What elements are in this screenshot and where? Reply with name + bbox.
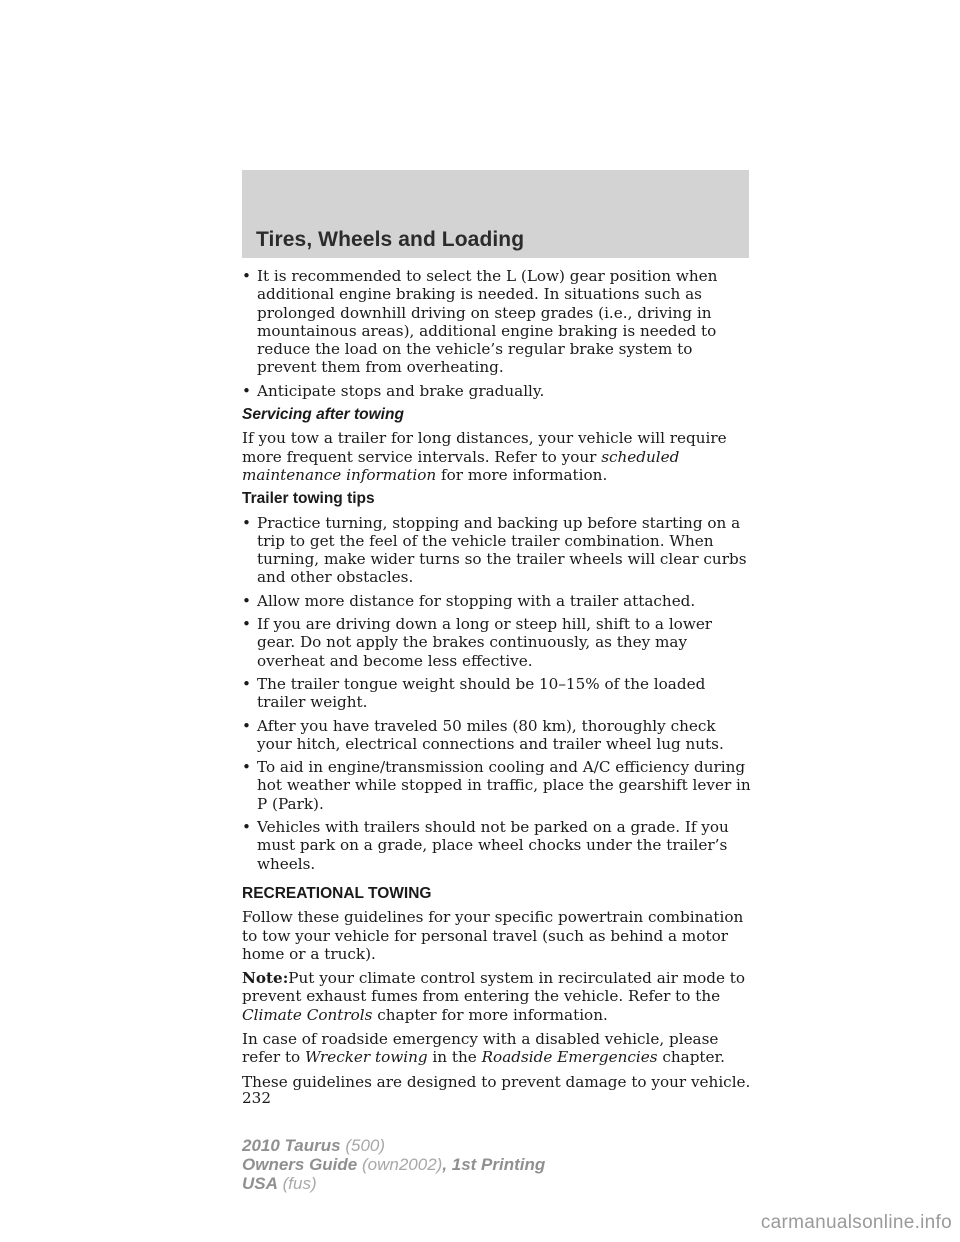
chapter-header-band: [242, 170, 749, 258]
note-label: Note:: [242, 969, 289, 988]
recreational-intro: Follow these guidelines for your specific powertrain combination to tow your vehicle for personal travel (such as behind a motor home or a truck).: [242, 908, 744, 963]
servicing-heading: Servicing after towing: [242, 406, 404, 424]
bullet-icon: •: [242, 615, 251, 634]
bullet-icon: •: [242, 674, 251, 693]
bullet-icon: •: [242, 818, 251, 837]
bullet-icon: •: [242, 381, 251, 400]
footer-line-3: USA (fus): [242, 1174, 317, 1193]
top-bullet-list: [242, 267, 752, 400]
page-content: [242, 267, 752, 1107]
bullet-icon: •: [242, 267, 251, 285]
bullet-icon: •: [242, 591, 251, 610]
scheduled-maintenance-link: scheduled maintenance information: [242, 447, 680, 484]
list-item: • After you have traveled 50 miles (80 km), thoroughly check your hitch, electrical connections and trailer wheel lug nuts.: [242, 716, 724, 753]
note-paragraph: Note:Put your climate control system in recirculated air mode to prevent exhaust fumes from entering the vehicle. Refer to the Climate Controls chapter for more information.: [242, 969, 746, 1024]
bullet-icon: •: [242, 716, 251, 735]
list-item: • Anticipate stops and brake gradually.: [242, 381, 545, 400]
list-item: • The trailer tongue weight should be 10–15% of the loaded trailer weight.: [242, 674, 706, 712]
list-item: • Practice turning, stopping and backing up before starting on a trip to get the feel of the vehicle trailer combination. When turning, make wider turns so the trailer wheels will clear curbs and other obstacles.: [242, 513, 747, 587]
list-item: • To aid in engine/transmission cooling and A/C efficiency during hot weather while stopped in traffic, place the gearshift lever in P (Park).: [242, 758, 751, 813]
tips-bullet-list: [242, 514, 752, 873]
climate-controls-link: Climate Controls: [242, 1005, 373, 1024]
chapter-title: Tires, Wheels and Loading: [256, 228, 525, 251]
bullet-icon: •: [242, 758, 251, 777]
list-item: • If you are driving down a long or steep hill, shift to a lower gear. Do not apply the brakes continuously, as they may overheat and become less effective.: [242, 615, 713, 670]
print-footer: [242, 1136, 545, 1193]
list-item: • It is recommended to select the L (Low) gear position when additional engine braking is needed. In situations such as prolonged downhill driving on steep grades (i.e., driving in mountainous areas), additional engine braking is needed to reduce the load on the vehicle’s regular brake system to prevent them from overheating.: [242, 267, 718, 377]
roadside-paragraph: In case of roadside emergency with a disabled vehicle, please refer to Wrecker towing in the Roadside Emergencies chapter.: [242, 1029, 725, 1067]
servicing-paragraph: If you tow a trailer for long distances, your vehicle will require more frequent service intervals. Refer to your scheduled maintenance information for more information.: [242, 429, 727, 484]
footer-line-1: 2010 Taurus (500): [242, 1136, 386, 1155]
tips-heading: Trailer towing tips: [242, 490, 375, 508]
bullet-icon: •: [242, 513, 251, 532]
footer-line-2: Owners Guide (own2002), 1st Printing: [242, 1155, 546, 1174]
recreational-towing-heading: RECREATIONAL TOWING: [242, 884, 432, 902]
watermark: carmanualsonline.info: [760, 1212, 952, 1233]
list-item: • Allow more distance for stopping with a trailer attached.: [242, 591, 696, 610]
roadside-emergencies-link: Roadside Emergencies: [481, 1048, 658, 1067]
closing-paragraph: These guidelines are designed to prevent damage to your vehicle.: [242, 1072, 751, 1091]
page-number: 232: [242, 1088, 271, 1107]
wrecker-towing-link: Wrecker towing: [305, 1048, 428, 1067]
list-item: • Vehicles with trailers should not be parked on a grade. If you must park on a grade, place wheel chocks under the trailer’s wheels.: [242, 818, 729, 873]
